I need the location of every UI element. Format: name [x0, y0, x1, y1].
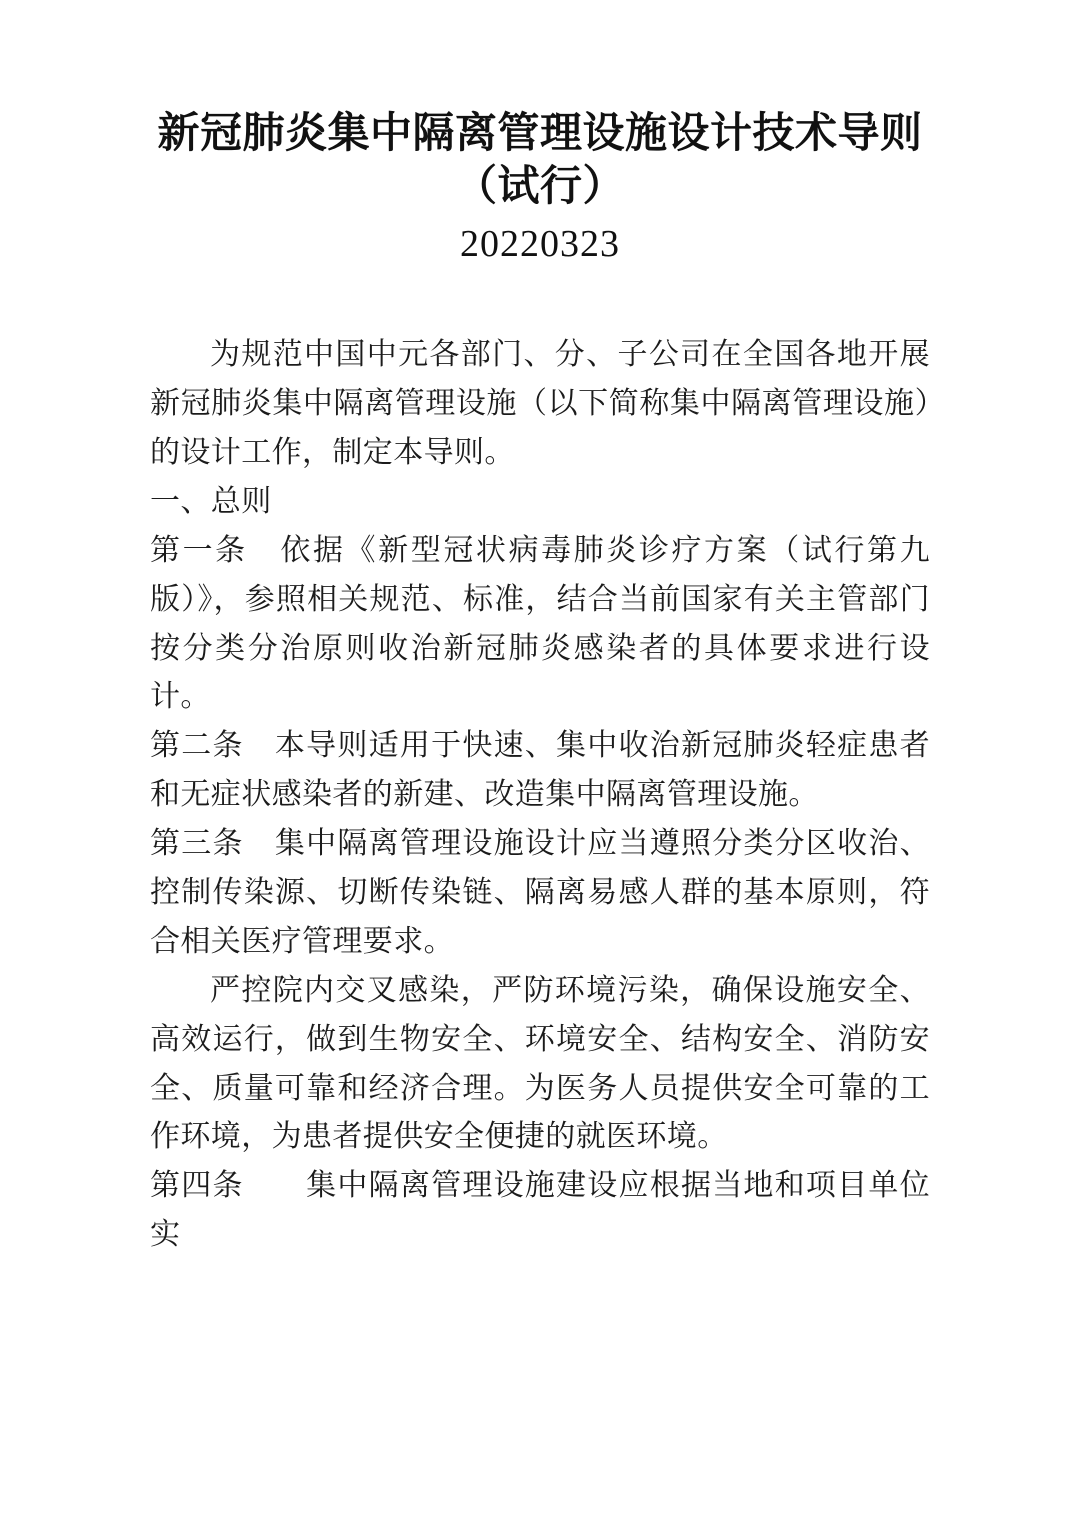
page-title-line-1: 新冠肺炎集中隔离管理设施设计技术导则 — [157, 111, 923, 157]
paragraph-article-3-continued: 严控院内交叉感染，严防环境污染，确保设施安全、高效运行，做到生物安全、环境安全、结构安全、消防安全、质量可靠和经济合理。为医务人员提供安全可靠的工作环境，为患者提供安全便捷的就医环境。 — [150, 973, 930, 1154]
document-date-code: 20220323 — [460, 222, 620, 265]
heading-section-one: 一、总则 — [150, 484, 272, 518]
paragraph-article-1: 第一条 依据《新型冠状病毒肺炎诊疗方案（试行第九版）》，参照相关规范、标准，结合当前国家有关主管部门按分类分治原则收治新冠肺炎感染者的具体要求进行设计。 — [150, 533, 930, 714]
paragraph-purpose: 为规范中国中元各部门、分、子公司在全国各地开展新冠肺炎集中隔离管理设施（以下简称集中隔离管理设施）的设计工作，制定本导则。 — [150, 338, 930, 469]
page-title-line-2: （试行） — [454, 163, 625, 210]
page-title — [150, 108, 930, 214]
paragraph-article-3: 第三条 集中隔离管理设施设计应当遵照分类分区收治、控制传染源、切断传染链、隔离易感人群的基本原则，符合相关医疗管理要求。 — [150, 827, 930, 958]
paragraph-article-4: 第四条 集中隔离管理设施建设应根据当地和项目单位实 — [150, 1169, 930, 1252]
document-body — [150, 331, 930, 1260]
paragraph-article-2: 第二条 本导则适用于快速、集中收治新冠肺炎轻症患者和无症状感染者的新建、改造集中隔离管理设施。 — [150, 729, 930, 812]
